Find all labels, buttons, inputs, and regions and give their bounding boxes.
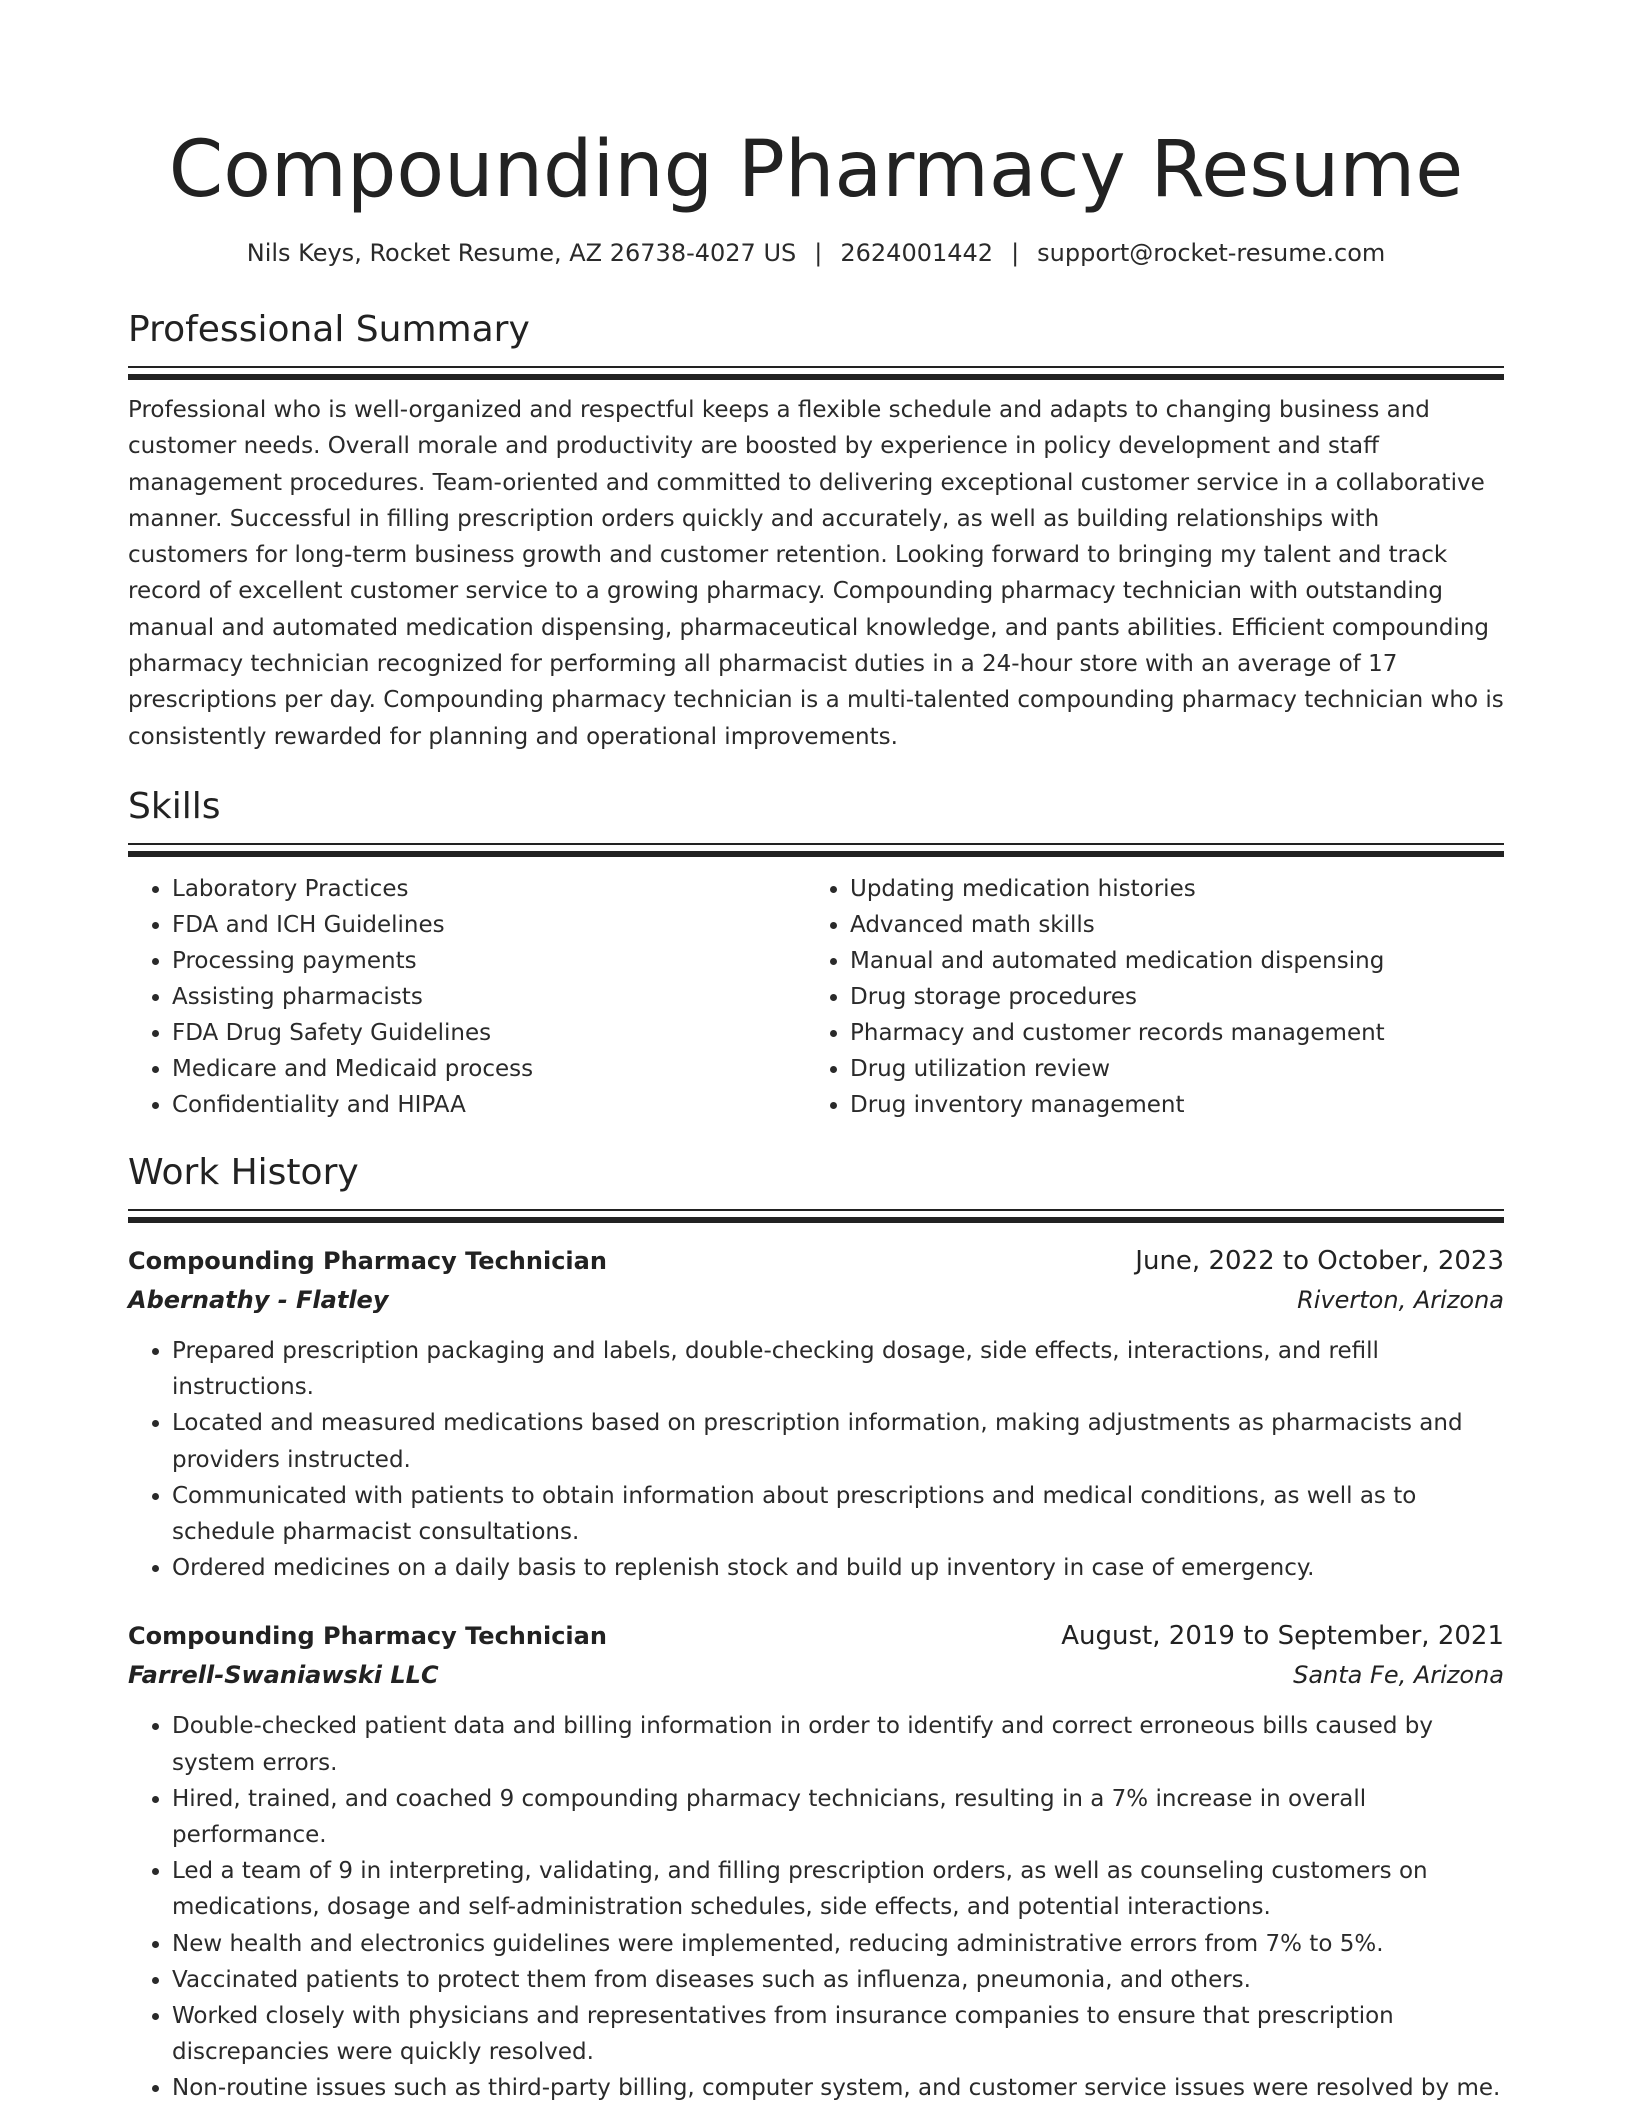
skill-item: • Assisting pharmacists (172, 979, 806, 1015)
skill-item: • Drug utilization review (850, 1051, 1484, 1087)
job-title: Compounding Pharmacy Technician (128, 1622, 607, 1651)
job-entry (128, 1616, 1504, 2106)
contact-email: support@rocket-resume.com (1037, 239, 1386, 267)
summary-section (128, 306, 1504, 755)
job-bullet: • Non-routine issues such as third-party billing, computer system, and customer service issues were resolved by me. (172, 2070, 1504, 2106)
job-bullet: • Communicated with patients to obtain information about prescriptions and medical conditions, as well as to schedule pharmacist consultations. (172, 1478, 1504, 1550)
resume-page (128, 0, 1504, 2107)
job-bullet: • New health and electronics guidelines were implemented, reducing administrative errors from 7% to 5%. (172, 1926, 1504, 1962)
job-bullets (128, 1708, 1504, 2106)
work-history-section (128, 1149, 1504, 2107)
skill-item: • Processing payments (172, 943, 806, 979)
job-company-row (128, 1281, 1504, 1319)
job-company: Farrell-Swaniawski LLC (128, 1661, 439, 1690)
job-bullet: • Worked closely with physicians and representatives from insurance companies to ensure that prescription discrepancies were quickly resolved. (172, 1998, 1504, 2070)
job-bullet: • Led a team of 9 in interpreting, validating, and filling prescription orders, as well as counseling customers on medications, dosage and self-administration schedules, side effects, and potential interactions. (172, 1853, 1504, 1925)
section-divider (128, 851, 1504, 857)
job-bullet: • Ordered medicines on a daily basis to replenish stock and build up inventory in case of emergency. (172, 1550, 1504, 1586)
section-divider (128, 374, 1504, 380)
job-header-row (128, 1616, 1504, 1656)
contact-phone: 2624001442 (840, 239, 994, 267)
job-location: Riverton, Arizona (1297, 1285, 1504, 1314)
skills-section (128, 783, 1504, 1123)
contact-separator: | (814, 239, 823, 267)
job-bullet: • Prepared prescription packaging and labels, double-checking dosage, side effects, interactions, and refill instructions. (172, 1333, 1504, 1405)
skill-item: • Confidentiality and HIPAA (172, 1087, 806, 1123)
skill-item: • Advanced math skills (850, 907, 1484, 943)
skill-item: • Drug inventory management (850, 1087, 1484, 1123)
job-bullet: • Double-checked patient data and billing information in order to identify and correct erroneous bills caused by system errors. (172, 1708, 1504, 1780)
contact-line (128, 236, 1504, 270)
section-divider (128, 843, 1504, 845)
skills-list-left (128, 871, 806, 1123)
section-divider (128, 1217, 1504, 1223)
job-bullets (128, 1333, 1504, 1586)
skill-item: • FDA Drug Safety Guidelines (172, 1015, 806, 1051)
skill-item: • Medicare and Medicaid process (172, 1051, 806, 1087)
section-divider (128, 366, 1504, 368)
skill-item: • Pharmacy and customer records management (850, 1015, 1484, 1051)
contact-address: Nils Keys, Rocket Resume, AZ 26738-4027 US (246, 239, 797, 267)
skill-item: • Laboratory Practices (172, 871, 806, 907)
job-header-row (128, 1241, 1504, 1281)
resume-title: Compounding Pharmacy Resume (168, 125, 1464, 215)
job-dates: June, 2022 to October, 2023 (1135, 1245, 1504, 1276)
section-heading-work-history: Work History (128, 1151, 359, 1193)
summary-text: Professional who is well-organized and respectful keeps a flexible schedule and adapts to changing business and customer needs. Overall morale and productivity are boosted by experience in policy development and staff management procedures. Team-oriented and committed to delivering exceptional customer service in a collaborative manner. Successful in filling prescription orders quickly and accurately, as well as building relationships with customers for long-term business growth and customer retention. Looking forward to bringing my talent and track record of excellent customer service to a growing pharmacy. Compounding pharmacy technician with outstanding manual and automated medication dispensing, pharmaceutical knowledge, and pants abilities. Efficient compounding pharmacy technician recognized for performing all pharmacist duties in a 24-hour store with an average of 17 prescriptions per day. Compounding pharmacy technician is a multi-talented compounding pharmacy technician who is consistently rewarded for planning and operational improvements. (128, 397, 1504, 750)
job-title: Compounding Pharmacy Technician (128, 1246, 607, 1275)
job-location: Santa Fe, Arizona (1293, 1661, 1504, 1690)
job-company-row (128, 1656, 1504, 1694)
job-bullet: • Hired, trained, and coached 9 compounding pharmacy technicians, resulting in a 7% increase in overall performance. (172, 1781, 1504, 1853)
skill-item: • Updating medication histories (850, 871, 1484, 907)
contact-separator: | (1011, 239, 1020, 267)
job-company: Abernathy - Flatley (128, 1285, 389, 1314)
section-divider (128, 1209, 1504, 1211)
job-bullet: • Located and measured medications based on prescription information, making adjustments as pharmacists and providers instructed. (172, 1405, 1504, 1477)
job-dates: August, 2019 to September, 2021 (1061, 1621, 1504, 1652)
skill-item: • FDA and ICH Guidelines (172, 907, 806, 943)
skills-list-right (806, 871, 1484, 1123)
skills-columns (128, 871, 1504, 1123)
skill-item: • Manual and automated medication dispensing (850, 943, 1484, 979)
job-entry (128, 1241, 1504, 1586)
section-heading-skills: Skills (128, 785, 221, 827)
section-heading-summary: Professional Summary (128, 309, 530, 350)
job-bullet: • Vaccinated patients to protect them from diseases such as influenza, pneumonia, and others. (172, 1962, 1504, 1998)
skill-item: • Drug storage procedures (850, 979, 1484, 1015)
